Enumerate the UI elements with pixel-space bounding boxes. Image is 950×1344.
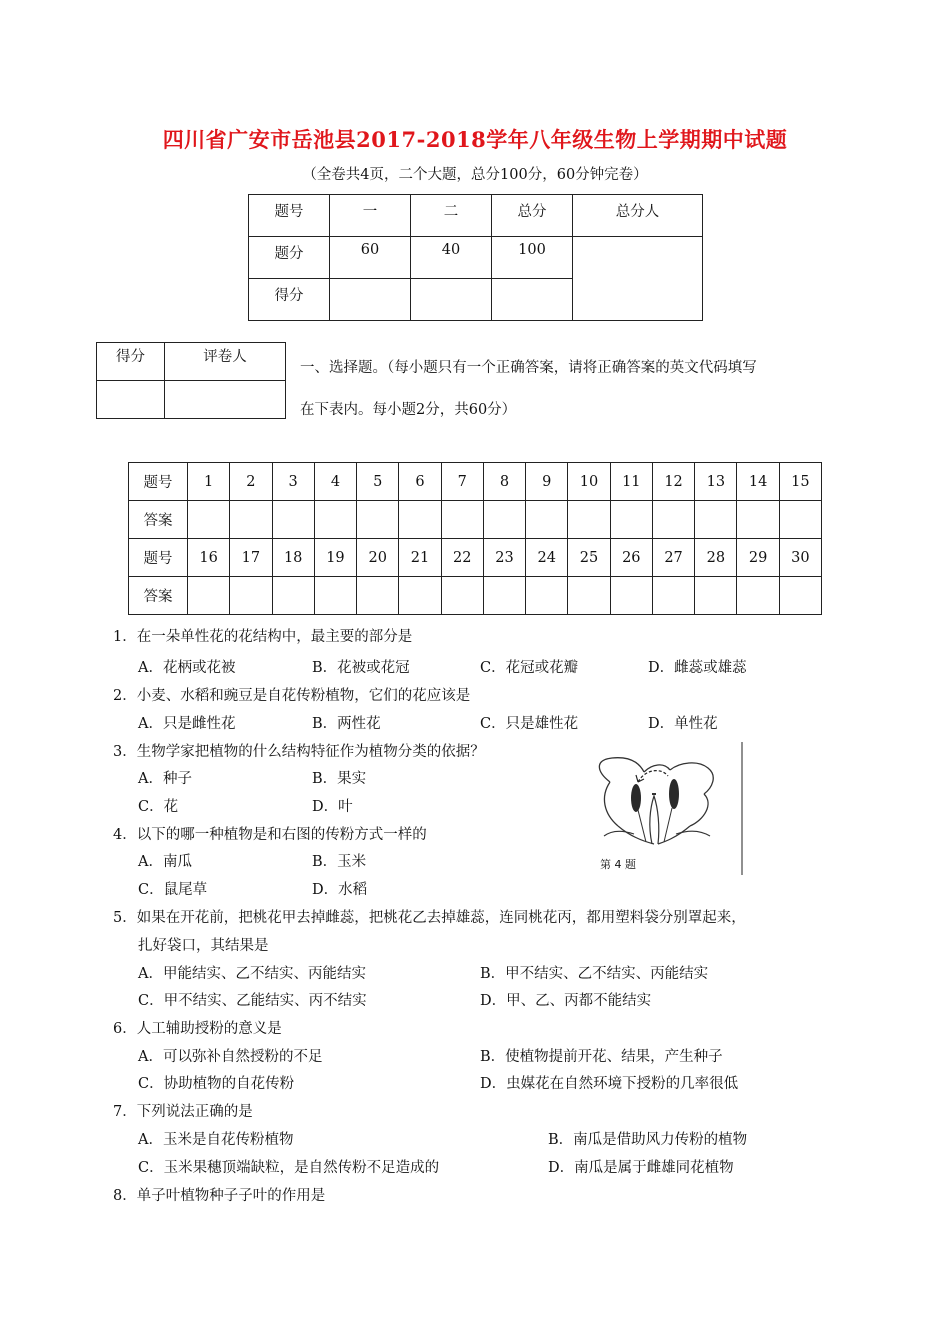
question-stem: 2．小麦、水稻和豌豆是自花传粉植物，它们的花应该是 (113, 688, 471, 704)
question-stem: 3．生物学家把植物的什么结构特征作为植物分类的依据？ (113, 744, 485, 760)
answer-cell[interactable] (568, 501, 610, 539)
header-cell: 总分人 (573, 195, 703, 237)
question-number-cell: 16 (188, 539, 230, 577)
option-d[interactable]: D．南瓜是属于雌雄同花植物 (548, 1160, 734, 1176)
flower-figure (572, 742, 744, 875)
option-a[interactable]: A．花柄或花被 (138, 660, 236, 676)
question-number-cell: 19 (314, 539, 356, 577)
row-label: 答案 (129, 577, 188, 615)
option-b[interactable]: B．使植物提前开花、结果，产生种子 (480, 1049, 723, 1065)
points-cell: 100 (492, 237, 573, 279)
answer-cell[interactable] (779, 577, 821, 615)
question-stem: 6．人工辅助授粉的意义是 (113, 1021, 282, 1037)
option-a[interactable]: A．甲能结实、乙不结实、丙能结实 (138, 966, 366, 982)
answer-cell[interactable] (230, 501, 272, 539)
option-b[interactable]: B．南瓜是借助风力传粉的植物 (548, 1132, 748, 1148)
option-d[interactable]: D．水稻 (312, 882, 368, 898)
option-a[interactable]: A．只是雌性花 (138, 716, 236, 732)
header-cell: 题号 (249, 195, 330, 237)
header-cell: 评卷人 (165, 343, 286, 381)
flower-self-pollination-icon (572, 742, 744, 875)
question-number-cell: 17 (230, 539, 272, 577)
question-number-cell: 28 (695, 539, 737, 577)
option-c[interactable]: C．鼠尾草 (138, 882, 208, 898)
header-cell: 一 (330, 195, 411, 237)
answer-cell[interactable] (737, 501, 779, 539)
answer-cell[interactable] (526, 501, 568, 539)
answer-sheet-table (128, 462, 822, 615)
question-number-cell: 11 (610, 463, 652, 501)
question-number-cell: 15 (779, 463, 821, 501)
answer-cell[interactable] (610, 501, 652, 539)
option-c[interactable]: C．花 (138, 799, 179, 815)
question-number-cell: 25 (568, 539, 610, 577)
answer-cell[interactable] (314, 501, 356, 539)
answer-cell[interactable] (188, 577, 230, 615)
option-b[interactable]: B．甲不结实、乙不结实、丙能结实 (480, 966, 709, 982)
answer-cell[interactable] (779, 501, 821, 539)
answer-cell[interactable] (230, 577, 272, 615)
points-cell: 60 (330, 237, 411, 279)
answer-cell[interactable] (399, 501, 441, 539)
question-number-cell: 30 (779, 539, 821, 577)
answer-cell[interactable] (272, 577, 314, 615)
question-stem: 5．如果在开花前，把桃花甲去掉雌蕊，把桃花乙去掉雄蕊，连同桃花丙，都用塑料袋分别罩起来， (113, 910, 746, 926)
row-label: 题号 (129, 539, 188, 577)
obtained-cell[interactable] (492, 279, 573, 321)
question-number-cell: 24 (526, 539, 568, 577)
answer-cell[interactable] (357, 577, 399, 615)
answer-cell[interactable] (652, 577, 694, 615)
answer-cell[interactable] (695, 501, 737, 539)
option-b[interactable]: B．果实 (312, 771, 367, 787)
option-a[interactable]: A．种子 (138, 771, 192, 787)
answer-cell[interactable] (695, 577, 737, 615)
question-number-cell: 5 (357, 463, 399, 501)
question-stem: 1．在一朵单性花的花结构中，最主要的部分是 (113, 629, 413, 645)
option-c[interactable]: C．只是雄性花 (480, 716, 579, 732)
page-title: 四川省广安市岳池县2017-2018学年八年级生物上学期期中试题 (162, 127, 788, 152)
answer-cell[interactable] (483, 501, 525, 539)
obtained-cell[interactable] (411, 279, 492, 321)
header-cell: 总分 (492, 195, 573, 237)
question-stem: 4．以下的哪一种植物是和右图的传粉方式一样的 (113, 827, 427, 843)
answer-cell[interactable] (441, 501, 483, 539)
figure-caption: 第 4 题 (600, 858, 636, 871)
answer-cell[interactable] (399, 577, 441, 615)
question-number-cell: 9 (526, 463, 568, 501)
question-number-cell: 23 (483, 539, 525, 577)
option-d[interactable]: D．叶 (312, 799, 353, 815)
question-number-cell: 27 (652, 539, 694, 577)
section-heading: 一、选择题。（每小题只有一个正确答案，请将正确答案的英文代码填写 (300, 360, 757, 376)
grader-name-cell[interactable] (165, 381, 286, 419)
header-cell: 得分 (97, 343, 165, 381)
question-number-cell: 7 (441, 463, 483, 501)
option-c[interactable]: C．甲不结实、乙能结实、丙不结实 (138, 993, 367, 1009)
row-label: 题号 (129, 463, 188, 501)
option-a[interactable]: A．玉米是自花传粉植物 (138, 1132, 294, 1148)
answer-cell[interactable] (441, 577, 483, 615)
answer-cell[interactable] (526, 577, 568, 615)
option-a[interactable]: A．可以弥补自然授粉的不足 (138, 1049, 323, 1065)
question-number-cell: 10 (568, 463, 610, 501)
answer-cell[interactable] (610, 577, 652, 615)
option-d[interactable]: D．甲、乙、丙都不能结实 (480, 993, 652, 1009)
option-a[interactable]: A．南瓜 (138, 854, 192, 870)
section-heading-cont: 在下表内。每小题2分，共60分） (300, 402, 517, 418)
option-c[interactable]: C．花冠或花瓣 (480, 660, 579, 676)
option-d[interactable]: D．单性花 (648, 716, 718, 732)
total-scorer-cell[interactable] (573, 237, 703, 321)
question-number-cell: 13 (695, 463, 737, 501)
answer-cell[interactable] (483, 577, 525, 615)
question-number-cell: 22 (441, 539, 483, 577)
header-cell: 二 (411, 195, 492, 237)
answer-cell[interactable] (737, 577, 779, 615)
answer-cell[interactable] (314, 577, 356, 615)
answer-cell[interactable] (357, 501, 399, 539)
answer-cell[interactable] (568, 577, 610, 615)
question-number-cell: 3 (272, 463, 314, 501)
question-stem-cont: 扎好袋口，其结果是 (138, 938, 269, 954)
grader-score-cell[interactable] (97, 381, 165, 419)
question-number-cell: 14 (737, 463, 779, 501)
row-label: 答案 (129, 501, 188, 539)
option-b[interactable]: B．花被或花冠 (312, 660, 410, 676)
points-cell: 40 (411, 237, 492, 279)
question-number-cell: 2 (230, 463, 272, 501)
question-number-cell: 29 (737, 539, 779, 577)
option-d[interactable]: D．虫媒花在自然环境下授粉的几率很低 (480, 1076, 739, 1092)
question-number-cell: 12 (652, 463, 694, 501)
question-number-cell: 18 (272, 539, 314, 577)
option-b[interactable]: B．玉米 (312, 854, 367, 870)
grader-table (96, 342, 286, 419)
option-c[interactable]: C．协助植物的自花传粉 (138, 1076, 295, 1092)
score-summary-table (248, 194, 703, 321)
question-number-cell: 1 (188, 463, 230, 501)
row-label: 题分 (249, 237, 330, 279)
option-d[interactable]: D．雌蕊或雄蕊 (648, 660, 747, 676)
question-number-cell: 4 (314, 463, 356, 501)
answer-cell[interactable] (188, 501, 230, 539)
question-stem: 7．下列说法正确的是 (113, 1104, 253, 1120)
option-c[interactable]: C．玉米果穗顶端缺粒，是自然传粉不足造成的 (138, 1160, 440, 1176)
option-b[interactable]: B．两性花 (312, 716, 381, 732)
exam-info: （全卷共4页，二个大题，总分100分，60分钟完卷） (302, 167, 648, 183)
question-stem: 8．单子叶植物种子子叶的作用是 (113, 1188, 326, 1204)
question-number-cell: 21 (399, 539, 441, 577)
question-number-cell: 6 (399, 463, 441, 501)
question-number-cell: 26 (610, 539, 652, 577)
row-label: 得分 (249, 279, 330, 321)
question-number-cell: 8 (483, 463, 525, 501)
obtained-cell[interactable] (330, 279, 411, 321)
question-number-cell: 20 (357, 539, 399, 577)
answer-cell[interactable] (272, 501, 314, 539)
answer-cell[interactable] (652, 501, 694, 539)
